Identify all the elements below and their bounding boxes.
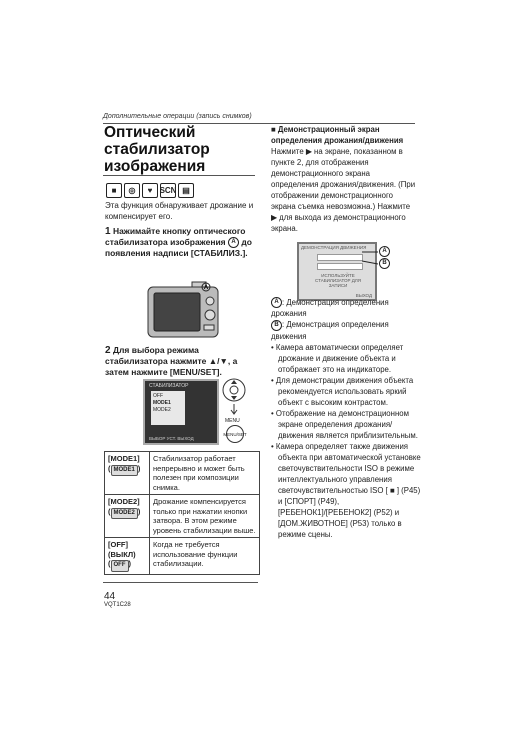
dpad-icon xyxy=(222,378,246,402)
footer-divider xyxy=(103,582,258,583)
bullet-item: • Отображение на демонстрационном экране определения дрожания/движения является приблизительным. xyxy=(271,408,418,440)
step-1 xyxy=(105,226,260,259)
page-number: 44 xyxy=(104,591,116,602)
bullet-item: • Для демонстрации движения объекта рекомендуется использовать яркий объект с высоким контрастом. xyxy=(271,375,414,407)
step-1-number: 1 xyxy=(105,226,111,237)
stabilizer-menu-screen xyxy=(143,379,219,445)
mode-name: [MODE2] xyxy=(108,497,140,506)
camera-mode-icon: ■ xyxy=(106,183,122,198)
mode-icons xyxy=(106,183,194,198)
step-1-text-a: Нажимайте кнопку оптического стабилизатора изображения xyxy=(105,226,246,247)
step-1-text-b: до появления надписи [СТАБИЛИЗ.]. xyxy=(105,237,252,259)
legend-marker-b: B xyxy=(271,320,282,331)
step-2 xyxy=(105,345,260,378)
mode-desc: Стабилизатор работает непрерывно и может быть полезен при композиции снимка. xyxy=(150,452,260,495)
marker-a: A xyxy=(228,237,239,248)
demo-callout-b: B xyxy=(379,258,390,269)
mode-desc: Дрожание компенсируется только при нажатии кнопки затвора. В этом режиме уровень стабилизации выше. xyxy=(150,495,260,538)
shake-indicator-bar xyxy=(317,254,363,261)
demo-notes xyxy=(271,297,421,540)
mode-name: [MODE1] xyxy=(108,454,140,463)
legend-text: : Демонстрация определения дрожания xyxy=(271,298,389,319)
demo-exit: ВЫХОД xyxy=(355,293,372,298)
off-icon: OFF xyxy=(111,560,129,572)
demo-body: Нажмите ▶ на экране, показанном в пункте 2, для отображения демонстрационного экрана определения дрожания/движения. (При отображении демонстрационного экрана съемка невозможна.) Нажмите ▶ для выхода из демонстрационного экрана. xyxy=(271,147,416,233)
menu-title: СТАБИЛИЗАТОР xyxy=(149,383,189,389)
page-code: VQT1C28 xyxy=(104,602,131,608)
portrait-mode-icon: ♥ xyxy=(142,183,158,198)
bullet-text: Отображение на демонстрационном экране определения дрожания/движения является приблизительным. xyxy=(275,408,418,440)
mode-name-cell: [MODE1] ( MODE1 ) xyxy=(105,452,150,495)
demo-screen-title: ДЕМОНСТРАЦИЯ ДВИЖЕНИЯ xyxy=(301,245,367,250)
scene-mode-icon: SCN xyxy=(160,183,176,198)
modes-table xyxy=(104,451,260,575)
bullet-item: • Камера автоматически определяет дрожание и движение объекта и отображает это на индикаторе. xyxy=(271,342,404,374)
demo-heading xyxy=(271,124,416,146)
demo-heading-text: Демонстрационный экран определения дрожания/движения xyxy=(271,125,404,145)
auto-mode-icon: ◎ xyxy=(124,183,140,198)
table-row xyxy=(105,538,260,575)
menu-option-mode1: MODE1 xyxy=(153,400,171,406)
camera-callout: A xyxy=(203,285,209,291)
menu-label: MENU xyxy=(225,418,240,424)
menu-option-mode2: MODE2 xyxy=(153,407,171,413)
section-header: Дополнительные операции (запись снимков) xyxy=(103,113,252,120)
page-title: Оптический стабилизатор изображения xyxy=(104,124,210,175)
mode1-icon: MODE1 xyxy=(111,465,138,477)
arrow-down-icon xyxy=(229,404,239,416)
bullet-item: • Камера определяет также движения объекта при автоматической установке светочувствительности ISO в режиме интеллектуального управления светочувствительностью ISO [ ■ ] (P45) и [СПОРТ] (P49), [РЕБЕНОК1]/[РЕБЕНОК2] (P52) и [ДОМ.ЖИВОТНОЕ] (P53) только в режиме сцены. xyxy=(271,441,421,539)
demo-callout-a: A xyxy=(379,246,390,257)
heading-square-icon: ■ xyxy=(271,125,276,134)
intro-text: Эта функция обнаруживает дрожание и компенсирует его. xyxy=(105,201,254,221)
legend-text: : Демонстрация определения движения xyxy=(271,320,389,341)
legend-item xyxy=(271,297,421,319)
camera-illustration xyxy=(142,279,224,342)
menu-footer: ВЫБОР УСТ. ВЫХОД xyxy=(149,436,194,441)
mode-name-cell: [MODE2] ( MODE2 ) xyxy=(105,495,150,538)
menu-set-button-icon: MENU/SET xyxy=(226,425,244,443)
legend-marker-a: A xyxy=(271,297,282,308)
mode2-icon: MODE2 xyxy=(111,508,138,520)
step-2-text: Для выбора режима стабилизатора нажмите ▲/▼, а затем нажмите [MENU/SET]. xyxy=(105,345,238,377)
movie-mode-icon: ▤ xyxy=(178,183,194,198)
motion-indicator-bar xyxy=(317,263,363,270)
menu-option-off: OFF xyxy=(153,393,163,399)
title-divider xyxy=(103,175,255,176)
table-row xyxy=(105,452,260,495)
bullet-text: Для демонстрации движения объекта рекомендуется использовать яркий объект с высоким контрастом. xyxy=(275,375,414,407)
bullet-text: Камера автоматически определяет дрожание и движение объекта и отображает это на индикаторе. xyxy=(275,342,404,374)
bullet-text: Камера определяет также движения объекта при автоматической установке светочувствительности ISO в режиме интеллектуального управления светочувствительностью ISO [ ■ ] (P45) и [СПОРТ] (P49), [РЕБЕНОК1]/[РЕБЕНОК2] (P52) и [ДОМ.ЖИВОТНОЕ] (P53) только в режиме сцены. xyxy=(275,441,421,539)
step-2-number: 2 xyxy=(105,345,111,356)
demo-section xyxy=(271,124,416,234)
table-row xyxy=(105,495,260,538)
demo-warning: ИСПОЛЬЗУЙТЕ СТАБИЛИЗАТОР ДЛЯ ЗАПИСИ xyxy=(315,273,361,288)
mode-name: [OFF] (ВЫКЛ) xyxy=(108,540,136,559)
mode-name-cell: [OFF] (ВЫКЛ) ( OFF ) xyxy=(105,538,150,575)
legend-item xyxy=(271,319,421,341)
mode-desc: Когда не требуется использование функции стабилизации. xyxy=(150,538,260,575)
